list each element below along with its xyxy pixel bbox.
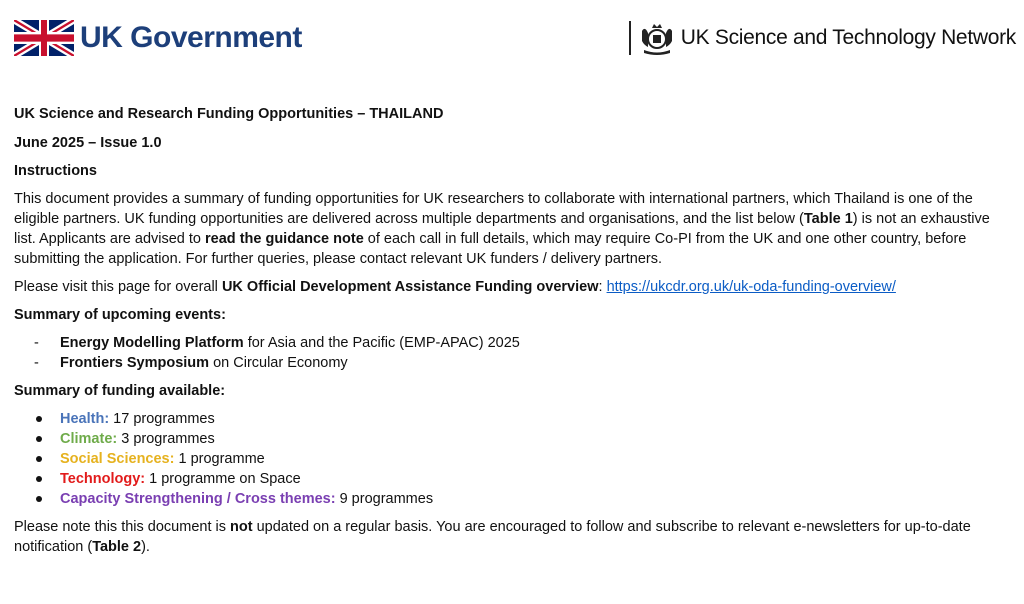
dash-bullet: -	[34, 335, 39, 351]
intro-paragraph: This document provides a summary of funding opportunities for UK researchers to collaborate with international partners, which Thailand is one of the eligible partners. UK funding opportunities are delivered across multiple departments and organisations, and the list below (Table 1) is not an exhaustive list. Applicants are advised to read the guidance note of each call in full details, which may require Co-PI from the UK and one other country, before submitting the application. For further queries, please contact relevant UK funders / delivery partners.	[14, 191, 990, 267]
document-issue: June 2025 – Issue 1.0	[14, 135, 162, 151]
funding-list	[14, 409, 1014, 509]
uk-stn-logo	[629, 20, 1016, 56]
royal-crest-icon	[639, 21, 675, 55]
table-2-reference: Table 2	[92, 539, 142, 555]
table-1-reference: Table 1	[803, 211, 853, 227]
uk-stn-wordmark: UK Science and Technology Network	[680, 26, 1016, 49]
funding-heading: Summary of funding available:	[14, 383, 226, 399]
oda-overview-link[interactable]: https://ukcdr.org.uk/uk-oda-funding-overview/	[606, 279, 896, 295]
instructions-heading: Instructions	[14, 163, 97, 179]
dash-bullet: -	[34, 355, 39, 371]
bullet-icon	[36, 416, 42, 422]
oda-overview-line: Please visit this page for overall UK Official Development Assistance Funding overview: https://ukcdr.org.uk/uk-oda-funding-overview/	[14, 279, 896, 295]
uk-government-logo	[14, 18, 302, 58]
document-title: UK Science and Research Funding Opportunities – THAILAND	[14, 106, 444, 122]
bullet-icon	[36, 436, 42, 442]
bullet-icon	[36, 496, 42, 502]
guidance-emphasis: read the guidance note	[205, 231, 364, 247]
funding-item-social-sciences: Social Sciences: 1 programme	[14, 449, 1014, 469]
funding-item-health: Health: 17 programmes	[14, 409, 1014, 429]
funding-item-climate: Climate: 3 programmes	[14, 429, 1014, 449]
document-body	[14, 104, 1014, 557]
logo-divider	[629, 21, 631, 55]
event-item: - Energy Modelling Platform for Asia and the Pacific (EMP-APAC) 2025	[34, 335, 520, 351]
bullet-icon	[36, 456, 42, 462]
events-list	[14, 333, 1014, 373]
uk-government-wordmark: UK Government	[80, 21, 302, 54]
event-item: - Frontiers Symposium on Circular Economy	[34, 355, 348, 371]
update-note: Please note this this document is not updated on a regular basis. You are encouraged to follow and subscribe to relevant e-newsletters for up-to-date notification (Table 2).	[14, 519, 971, 555]
events-heading: Summary of upcoming events:	[14, 307, 226, 323]
funding-item-capacity: Capacity Strengthening / Cross themes: 9 programmes	[14, 489, 1014, 509]
funding-item-technology: Technology: 1 programme on Space	[14, 469, 1014, 489]
bullet-icon	[36, 476, 42, 482]
union-jack-flag-icon	[14, 20, 74, 56]
